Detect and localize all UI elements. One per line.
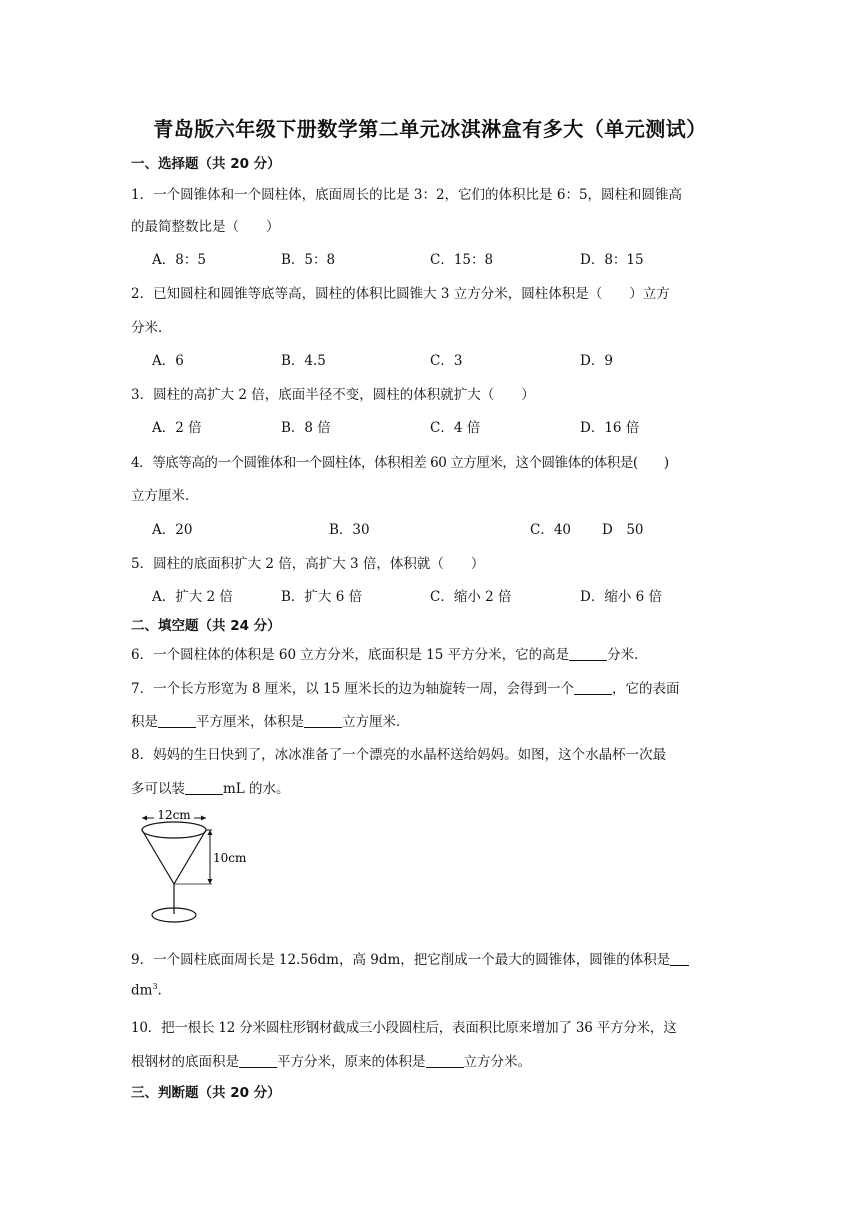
q2-option-c: C．3 bbox=[430, 353, 463, 369]
question-6-text: 6．一个圆柱体的体积是 60 立方分米，底面积是 15 平方分米，它的高是 bbox=[131, 647, 570, 663]
q1-option-a: A．8：5 bbox=[152, 252, 206, 268]
cup-rim bbox=[142, 822, 206, 838]
question-5-text: 5．圆柱的底面积扩大 2 倍，高扩大 3 倍，体积就（ ） bbox=[131, 556, 485, 572]
section-fill-heading: 二、填空题（共 24 分） bbox=[131, 618, 281, 634]
q5-option-c: C．缩小 2 倍 bbox=[430, 589, 512, 605]
question-6 bbox=[131, 643, 648, 663]
answer-blank bbox=[574, 680, 612, 695]
q4-option-c: C．40 bbox=[530, 522, 572, 538]
question-6-unit: 分米． bbox=[607, 647, 648, 663]
answer-blank bbox=[670, 951, 689, 966]
question-7-text-mid: ，它的表面 bbox=[612, 681, 680, 697]
answer-blank bbox=[426, 1053, 464, 1068]
question-9-unit-exponent: 3 bbox=[152, 982, 158, 991]
question-10-text: 10．把一根长 12 分米圆柱形钢材截成三小段圆柱后，表面积比原来增加了 36 平方分米，这 bbox=[131, 1020, 677, 1036]
question-2-text-cont: 分米． bbox=[131, 320, 172, 336]
section-judge-heading: 三、判断题（共 20 分） bbox=[131, 1085, 281, 1101]
q1-option-c: C．15：8 bbox=[430, 252, 494, 268]
question-9-unit: dm bbox=[131, 982, 153, 999]
question-9-end: . bbox=[157, 982, 162, 999]
q4-option-a: A．20 bbox=[152, 522, 193, 538]
question-4-text-cont: 立方厘米． bbox=[131, 488, 199, 504]
question-1-text: 1．一个圆锥体和一个圆柱体，底面周长的比是 3：2，它们的体积比是 6：5，圆柱和圆锥高 bbox=[131, 187, 683, 203]
question-4-text: 4．等底等高的一个圆锥体和一个圆柱体，体积相差 60 立方厘米，这个圆锥体的体积是( ) bbox=[131, 455, 669, 471]
question-10-cont bbox=[131, 1050, 531, 1070]
answer-blank bbox=[239, 1053, 277, 1068]
question-9 bbox=[131, 948, 689, 968]
dimension-label-10cm: 10cm bbox=[213, 851, 247, 865]
question-10-l2a: 根钢材的底面积是 bbox=[131, 1054, 239, 1070]
question-10-l2c: 立方分米。 bbox=[463, 1054, 531, 1070]
q1-option-b: B．5：8 bbox=[281, 252, 336, 268]
arrow-right bbox=[201, 816, 206, 821]
arrow-up bbox=[208, 830, 213, 835]
question-3-text: 3．圆柱的高扩大 2 倍，底面半径不变，圆柱的体积就扩大（ ） bbox=[131, 387, 535, 403]
question-7-cont bbox=[131, 710, 410, 730]
page-title: 青岛版六年级下册数学第二单元冰淇淋盒有多大（单元测试） bbox=[153, 117, 707, 141]
q2-option-b: B．4.5 bbox=[281, 353, 326, 369]
q3-option-c: C．4 倍 bbox=[430, 420, 481, 436]
question-10-l2b: 平方分米，原来的体积是 bbox=[277, 1054, 426, 1070]
q5-option-b: B．扩大 6 倍 bbox=[281, 589, 363, 605]
question-8-l2b: mL 的水。 bbox=[223, 781, 290, 797]
question-7 bbox=[131, 677, 680, 697]
answer-blank bbox=[569, 646, 607, 661]
q1-option-d: D．8：15 bbox=[580, 252, 644, 268]
q4-option-d: D 50 bbox=[602, 522, 644, 538]
question-1-text-cont: 的最简整数比是（ ） bbox=[131, 219, 280, 235]
question-9-cont bbox=[131, 982, 162, 999]
question-9-text: 9．一个圆柱底面周长是 12.56dm，高 9dm，把它削成一个最大的圆锥体，圆锥的体积是 bbox=[131, 952, 671, 968]
question-7-l2a: 积是 bbox=[131, 714, 158, 730]
crystal-cup-figure bbox=[130, 806, 248, 928]
question-2-text: 2．已知圆柱和圆锥等底等高，圆柱的体积比圆锥大 3 立方分米，圆柱体积是（ ）立方 bbox=[131, 286, 670, 302]
answer-blank bbox=[304, 713, 342, 728]
arrow-left bbox=[142, 816, 147, 821]
question-7-l2b: 平方厘米，体积是 bbox=[196, 714, 304, 730]
question-7-text: 7．一个长方形宽为 8 厘米，以 15 厘米长的边为轴旋转一周，会得到一个 bbox=[131, 681, 575, 697]
q2-option-d: D．9 bbox=[580, 353, 613, 369]
q4-option-b: B．30 bbox=[329, 522, 370, 538]
answer-blank bbox=[185, 780, 223, 795]
q5-option-d: D．缩小 6 倍 bbox=[580, 589, 662, 605]
question-7-l2c: 立方厘米． bbox=[342, 714, 410, 730]
question-8-text: 8．妈妈的生日快到了，冰冰准备了一个漂亮的水晶杯送给妈妈。如图，这个水晶杯一次最 bbox=[131, 747, 667, 763]
section-choice-heading: 一、选择题（共 20 分） bbox=[131, 156, 281, 172]
arrow-down bbox=[208, 879, 213, 884]
question-8-l2a: 多可以装 bbox=[131, 781, 185, 797]
question-8-cont bbox=[131, 777, 290, 797]
q5-option-a: A．扩大 2 倍 bbox=[152, 589, 233, 605]
dimension-label-12cm: 12cm bbox=[157, 808, 191, 822]
q3-option-a: A．2 倍 bbox=[152, 420, 202, 436]
q2-option-a: A．6 bbox=[152, 353, 184, 369]
q3-option-b: B．8 倍 bbox=[281, 420, 331, 436]
answer-blank bbox=[158, 713, 196, 728]
q3-option-d: D．16 倍 bbox=[580, 420, 640, 436]
